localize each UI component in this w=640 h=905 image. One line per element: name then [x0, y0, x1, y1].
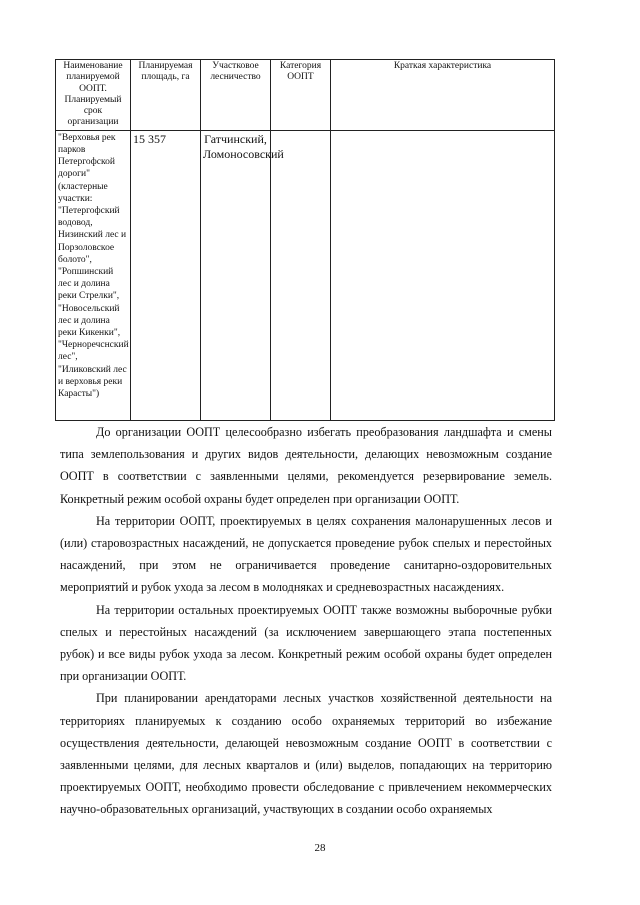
body-text	[60, 421, 552, 821]
paragraph: При планировании арендаторами лесных участков хозяйственной деятельности на территориях планируемых к созданию особо охраняемых территорий во избежание осуществления деятельности, делающей невозможным создание ООПТ в соответствии с заявленными целями, для лесных кварталов и (или) выделов, попадающих на территорию проектируемых ООПТ, необходимо провести обследование с привлечением некоммерческих научно-образовательных организаций, участвующих в создании особо охраняемых	[60, 691, 552, 817]
cell-category	[271, 130, 331, 420]
header-description: Краткая характеристика	[331, 60, 555, 131]
cell-forestry: Гатчинский, Ломоносовский	[201, 130, 271, 420]
header-category: Категория ООПТ	[271, 60, 331, 131]
header-area: Планируемая площадь, га	[131, 60, 201, 131]
cell-description	[331, 130, 555, 420]
paragraph: На территории остальных проектируемых ООПТ также возможны выборочные рубки спелых и перестойных насаждений (за исключением завершающего этапа постепенных рубок) и все виды рубок ухода за лесом. Конкретный режим особой охраны будет определен при организации ООПТ.	[60, 602, 552, 684]
table-header-row	[56, 60, 555, 131]
header-forestry: Участковое лесничество	[201, 60, 271, 131]
cell-oopt-name: "Верховья рек парков Петергофской дороги" (кластерные участки: "Петергофский водовод, Низинский лес и Порзоловское болото", "Ропшинский лес и долина реки Стрелки", "Новосельский лес и долина реки Кикенки", "Черноречснский лес", "Иликовский лес и верховья реки Карасты")	[56, 130, 131, 420]
page-number: 28	[314, 842, 326, 854]
header-name: Наименование планируемой ООПТ. Планируемый срок организации	[56, 60, 131, 131]
table-row	[56, 130, 555, 420]
oopt-table	[55, 59, 555, 421]
paragraph: На территории ООПТ, проектируемых в целях сохранения малонарушенных лесов и (или) старовозрастных насаждений, не допускается проведение рубок спелых и перестойных насаждений, при этом не ограничивается проведение санитарно-оздоровительных мероприятий и рубок ухода за лесом в молодняках и средневозрастных насаждениях.	[60, 513, 552, 595]
paragraph: До организации ООПТ целесообразно избегать преобразования ландшафта и смены типа землепользования и других видов деятельности, делающих невозможным создание ООПТ в соответствии с заявленными целями, рекомендуется резервирование земель. Конкретный режим особой охраны будет определен при организации ООПТ.	[60, 425, 552, 506]
cell-area: 15 357	[131, 130, 201, 420]
